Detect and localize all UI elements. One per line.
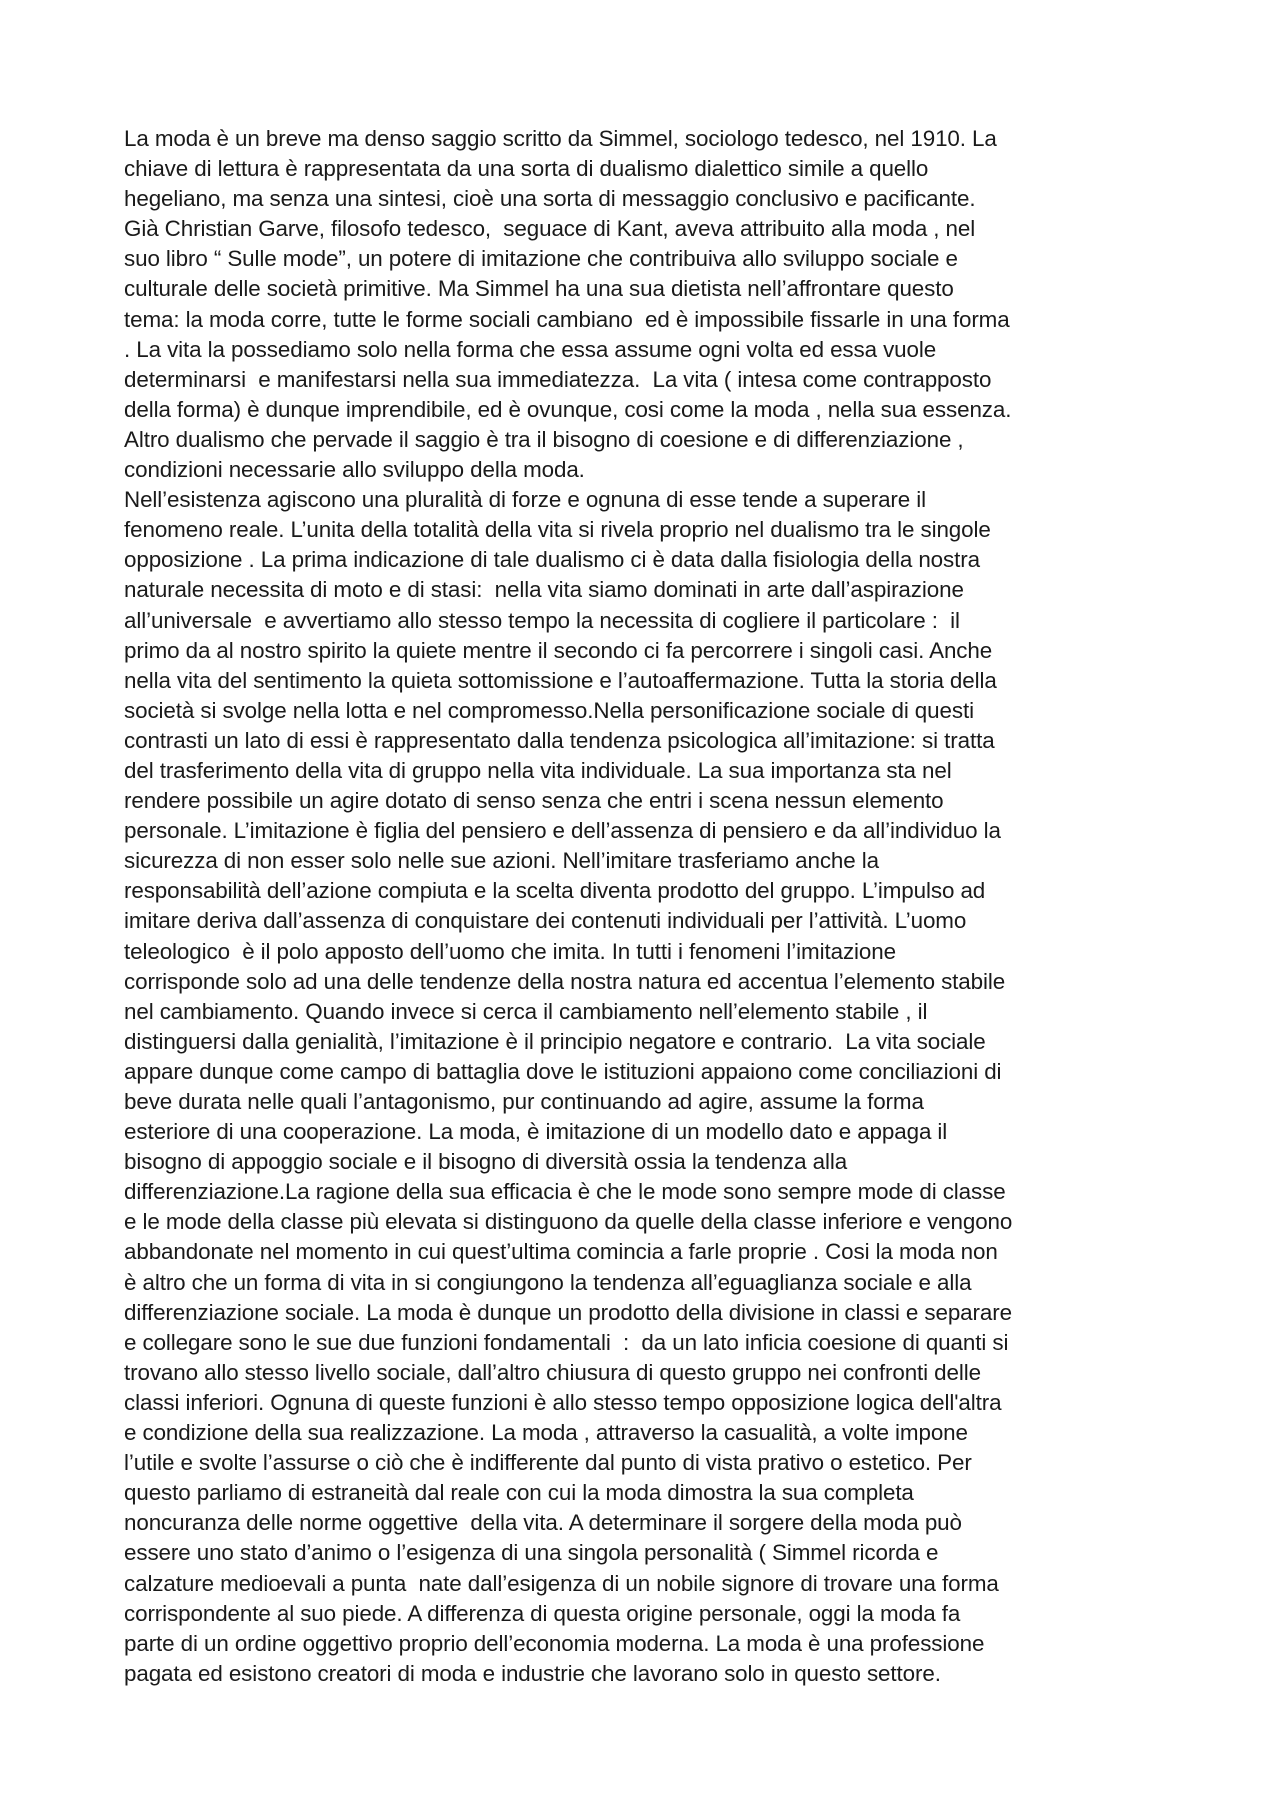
text-line: teleologico è il polo apposto dell’uomo che imita. In tutti i fenomeni l’imitazione <box>124 938 896 964</box>
text-line: primo da al nostro spirito la quiete mentre il secondo ci fa percorrere i singoli casi. Anche <box>124 637 993 663</box>
text-line: fenomeno reale. L’unita della totalità della vita si rivela proprio nel dualismo tra le singole <box>124 517 991 543</box>
text-line: del trasferimento della vita di gruppo nella vita individuale. La sua importanza sta nel <box>124 757 952 783</box>
text-line: corrisponde solo ad una delle tendenze della nostra natura ed accentua l’elemento stabile <box>124 968 1006 994</box>
text-line: e le mode della classe più elevata si distinguono da quelle della classe inferiore e vengono <box>124 1209 1013 1235</box>
text-line: condizioni necessarie allo sviluppo della moda. <box>124 457 585 483</box>
text-line: bisogno di appoggio sociale e il bisogno di diversità ossia la tendenza alla <box>124 1149 848 1175</box>
text-line: appare dunque come campo di battaglia dove le istituzioni appaiono come conciliazioni di <box>124 1058 1002 1084</box>
text-line: . La vita la possediamo solo nella forma che essa assume ogni volta ed essa vuole <box>124 336 937 362</box>
text-line: della forma) è dunque imprendibile, ed è ovunque, cosi come la moda , nella sua essenza. <box>124 396 1012 422</box>
text-line: culturale delle società primitive. Ma Simmel ha una sua dietista nell’affrontare questo <box>124 276 954 302</box>
text-line: responsabilità dell’azione compiuta e la scelta diventa prodotto del gruppo. L’impulso ad <box>124 878 986 904</box>
text-line: imitare deriva dall’assenza di conquistare dei contenuti individuali per l’attività. L’uomo <box>124 908 967 934</box>
text-line: sicurezza di non esser solo nelle sue azioni. Nell’imitare trasferiamo anche la <box>124 848 879 874</box>
text-line: è altro che un forma di vita in si congiungono la tendenza all’eguaglianza sociale e alla <box>124 1269 972 1295</box>
text-line: classi inferiori. Ognuna di queste funzioni è allo stesso tempo opposizione logica dell'altra <box>124 1389 1002 1415</box>
text-line: abbandonate nel momento in cui quest’ultima comincia a farle proprie . Cosi la moda non <box>124 1239 998 1265</box>
text-line: noncuranza delle norme oggettive della vita. A determinare il sorgere della moda può <box>124 1510 962 1536</box>
text-line: nel cambiamento. Quando invece si cerca il cambiamento nell’elemento stabile , il <box>124 998 928 1024</box>
text-line: suo libro “ Sulle mode”, un potere di imitazione che contribuiva allo sviluppo sociale e <box>124 246 958 272</box>
text-line: personale. L’imitazione è figlia del pensiero e dell’assenza di pensiero e da all’individuo la <box>124 818 1001 844</box>
text-line: calzature medioevali a punta nate dall’esigenza di un nobile signore di trovare una forma <box>124 1570 999 1596</box>
text-line: hegeliano, ma senza una sintesi, cioè una sorta di messaggio conclusivo e pacificante. <box>124 186 976 212</box>
text-line: questo parliamo di estraneità dal reale con cui la moda dimostra la sua completa <box>124 1480 914 1506</box>
text-line: esteriore di una cooperazione. La moda, è imitazione di un modello dato e appaga il <box>124 1119 948 1145</box>
text-line: parte di un ordine oggettivo proprio dell’economia moderna. La moda è una professione <box>124 1630 985 1656</box>
text-line: Nell’esistenza agiscono una pluralità di forze e ognuna di esse tende a superare il <box>124 487 927 513</box>
text-line: Già Christian Garve, filosofo tedesco, seguace di Kant, aveva attribuito alla moda , nel <box>124 216 976 242</box>
text-line: tema: la moda corre, tutte le forme sociali cambiano ed è impossibile fissarle in una forma <box>124 306 1010 332</box>
text-line: differenziazione.La ragione della sua efficacia è che le mode sono sempre mode di classe <box>124 1179 1006 1205</box>
text-line: opposizione . La prima indicazione di tale dualismo ci è data dalla fisiologia della nostra <box>124 547 980 573</box>
text-line: essere uno stato d’animo o l’esigenza di una singola personalità ( Simmel ricorda e <box>124 1540 939 1566</box>
text-line: determinarsi e manifestarsi nella sua immediatezza. La vita ( intesa come contrapposto <box>124 366 992 392</box>
text-line: pagata ed esistono creatori di moda e industrie che lavorano solo in questo settore. <box>124 1660 941 1686</box>
text-line: trovano allo stesso livello sociale, dall’altro chiusura di questo gruppo nei confronti delle <box>124 1359 981 1385</box>
essay-text <box>124 124 1184 1689</box>
text-line: La moda è un breve ma denso saggio scritto da Simmel, sociologo tedesco, nel 1910. La <box>124 126 997 151</box>
text-line: l’utile e svolte l’assurse o ciò che è indifferente dal punto di vista prativo o estetico. Per <box>124 1450 972 1476</box>
text-line: rendere possibile un agire dotato di senso senza che entri i scena nessun elemento <box>124 788 944 814</box>
text-line: chiave di lettura è rappresentata da una sorta di dualismo dialettico simile a quello <box>124 156 929 182</box>
text-line: Altro dualismo che pervade il saggio è tra il bisogno di coesione e di differenziazione , <box>124 426 964 452</box>
text-line: beve durata nelle quali l’antagonismo, pur continuando ad agire, assume la forma <box>124 1089 924 1114</box>
text-line: naturale necessita di moto e di stasi: nella vita siamo dominati in arte dall’aspirazione <box>124 577 964 603</box>
text-line: nella vita del sentimento la quieta sottomissione e l’autoaffermazione. Tutta la storia della <box>124 667 997 693</box>
text-line: contrasti un lato di essi è rappresentato dalla tendenza psicologica all’imitazione: si tratta <box>124 727 995 753</box>
text-line: distinguersi dalla genialità, l’imitazione è il principio negatore e contrario. La vita sociale <box>124 1028 986 1054</box>
text-line: e collegare sono le sue due funzioni fondamentali : da un lato inficia coesione di quanti si <box>124 1329 1009 1355</box>
text-line: società si svolge nella lotta e nel compromesso.Nella personificazione sociale di questi <box>124 697 974 723</box>
text-line: corrispondente al suo piede. A differenza di questa origine personale, oggi la moda fa <box>124 1600 961 1626</box>
text-line: e condizione della sua realizzazione. La moda , attraverso la casualità, a volte impone <box>124 1420 968 1446</box>
text-line: all’universale e avvertiamo allo stesso tempo la necessita di cogliere il particolare : il <box>124 607 960 633</box>
text-line: differenziazione sociale. La moda è dunque un prodotto della divisione in classi e separare <box>124 1299 1012 1325</box>
